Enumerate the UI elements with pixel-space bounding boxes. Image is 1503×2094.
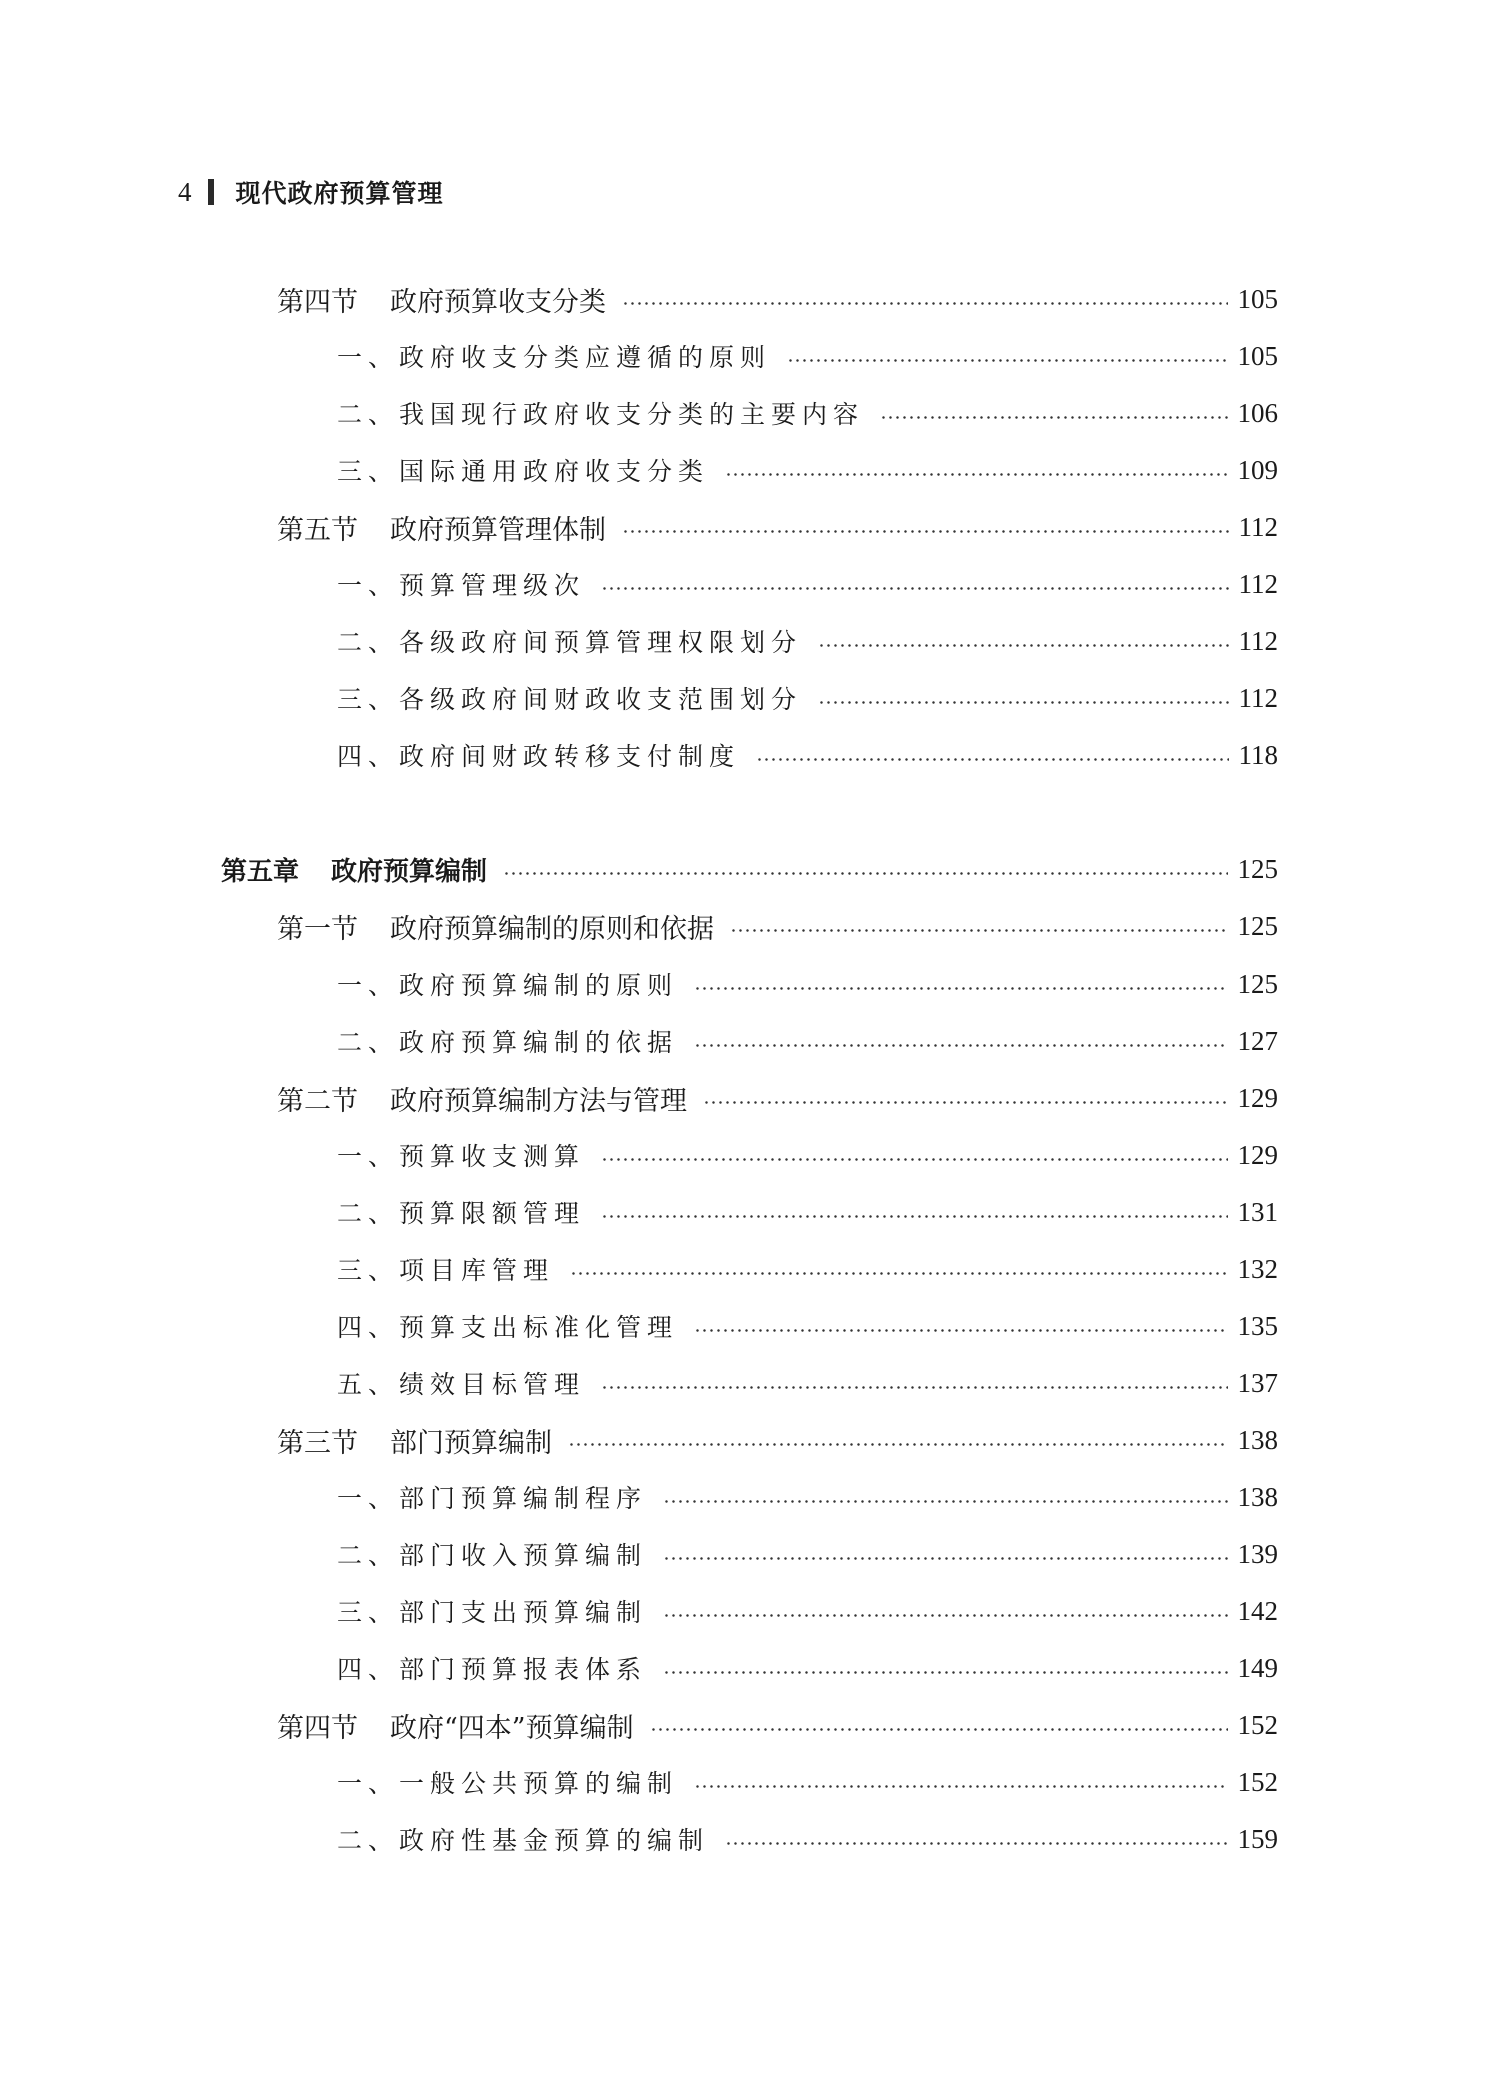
- toc-entry-number: 第四节: [277, 1712, 358, 1744]
- toc-entry-item[interactable]: [337, 1534, 1278, 1574]
- toc-entry-page-number: 105: [1237, 340, 1278, 371]
- toc-entry-title-text: 一、政府收支分类应遵循的原则: [337, 343, 772, 372]
- toc-entry-item[interactable]: [337, 1477, 1278, 1517]
- dot-leader: [601, 587, 1228, 590]
- toc-entry-title: [337, 1365, 585, 1401]
- dot-leader: [601, 1158, 1227, 1161]
- toc-entry-number: 第四节: [277, 286, 358, 318]
- toc-entry-item[interactable]: [337, 964, 1278, 1004]
- toc-entry-title-text: 政府预算编制的原则和依据: [390, 913, 714, 945]
- toc-entry-page-number: 142: [1237, 1595, 1278, 1626]
- toc-entry-page-number: 132: [1237, 1253, 1278, 1284]
- page-number: 4: [178, 176, 192, 207]
- dot-leader: [880, 416, 1227, 419]
- toc-entry-number: 第一节: [277, 913, 358, 945]
- toc-entry-number: 第五节: [277, 514, 358, 546]
- dot-leader: [663, 1557, 1227, 1560]
- toc-entry-title-text: 一、预算管理级次: [337, 571, 586, 600]
- toc-entry-title: [337, 1593, 647, 1629]
- header-divider-bar: [208, 179, 214, 205]
- toc-entry-section[interactable]: [277, 279, 1278, 319]
- toc-entry-item[interactable]: [337, 450, 1278, 490]
- dot-leader: [725, 473, 1227, 476]
- toc-entry-title-text: 二、预算限额管理: [337, 1199, 586, 1228]
- toc-entry-title-text: 二、我国现行政府收支分类的主要内容: [337, 400, 865, 429]
- toc-entry-section[interactable]: [277, 906, 1278, 946]
- toc-entry-item[interactable]: [337, 1135, 1278, 1175]
- dot-leader: [730, 929, 1228, 932]
- toc-entry-page-number: 152: [1237, 1766, 1278, 1797]
- toc-entry-item[interactable]: [337, 1648, 1278, 1688]
- running-header: [178, 175, 444, 209]
- toc-entry-title: [277, 508, 606, 547]
- toc-entry-section[interactable]: [277, 507, 1278, 547]
- toc-entry-title-text: 政府预算编制: [331, 856, 488, 887]
- toc-entry-title: [277, 1079, 687, 1118]
- toc-entry-section[interactable]: [277, 1420, 1278, 1460]
- toc-entry-number: 第三节: [277, 1427, 358, 1459]
- dot-leader: [818, 644, 1228, 647]
- toc-entry-page-number: 149: [1237, 1652, 1278, 1683]
- book-title: 现代政府预算管理: [235, 179, 444, 208]
- toc-entry-title-text: 政府预算编制方法与管理: [390, 1085, 687, 1117]
- dot-leader: [503, 872, 1227, 875]
- toc-entry-number: 第五章: [221, 856, 300, 887]
- toc-entry-title: [337, 1308, 678, 1344]
- toc-entry-item[interactable]: [337, 1363, 1278, 1403]
- toc-entry-title-text: 政府预算收支分类: [390, 286, 606, 318]
- toc-entry-item[interactable]: [337, 735, 1278, 775]
- toc-entry-page-number: 137: [1237, 1367, 1278, 1398]
- toc-entry-item[interactable]: [337, 1591, 1278, 1631]
- toc-entry-title-text: 政府预算管理体制: [390, 514, 606, 546]
- dot-leader: [694, 1785, 1227, 1788]
- dot-leader: [694, 1329, 1227, 1332]
- toc-entry-item[interactable]: [337, 1192, 1278, 1232]
- toc-entry-title: [337, 452, 709, 488]
- toc-entry-title-text: 五、绩效目标管理: [337, 1370, 586, 1399]
- toc-entry-item[interactable]: [337, 1762, 1278, 1802]
- toc-entry-title-text: 二、部门收入预算编制: [337, 1541, 648, 1570]
- dot-leader: [622, 302, 1228, 305]
- toc-entry-title: [337, 1536, 647, 1572]
- toc-entry-title: [337, 1650, 647, 1686]
- dot-leader: [663, 1500, 1227, 1503]
- dot-leader: [622, 530, 1229, 533]
- dot-leader: [725, 1842, 1227, 1845]
- toc-entry-chapter[interactable]: [221, 849, 1278, 889]
- toc-entry-title: [221, 851, 487, 888]
- toc-entry-item[interactable]: [337, 336, 1278, 376]
- toc-entry-item[interactable]: [337, 393, 1278, 433]
- toc-entry-page-number: 139: [1237, 1538, 1278, 1569]
- toc-entry-title: [337, 395, 864, 431]
- dot-leader: [756, 758, 1228, 761]
- toc-entry-page-number: 112: [1238, 511, 1278, 542]
- toc-entry-item[interactable]: [337, 1021, 1278, 1061]
- dot-leader: [601, 1386, 1227, 1389]
- toc-entry-page-number: 138: [1237, 1481, 1278, 1512]
- toc-entry-page-number: 105: [1237, 283, 1278, 314]
- toc-entry-title-text: 一、预算收支测算: [337, 1142, 586, 1171]
- toc-entry-page-number: 159: [1237, 1823, 1278, 1854]
- toc-entry-item[interactable]: [337, 564, 1278, 604]
- toc-entry-title-text: 三、国际通用政府收支分类: [337, 457, 710, 486]
- toc-entry-page-number: 112: [1238, 568, 1278, 599]
- toc-entry-item[interactable]: [337, 1249, 1278, 1289]
- toc-entry-title: [337, 623, 802, 659]
- toc-entry-title-text: 一、一般公共预算的编制: [337, 1769, 679, 1798]
- toc-entry-title-text: 三、项目库管理: [337, 1256, 555, 1285]
- dot-leader: [703, 1101, 1228, 1104]
- toc-entry-title: [337, 1821, 709, 1857]
- toc-entry-section[interactable]: [277, 1078, 1278, 1118]
- toc-entry-page-number: 135: [1237, 1310, 1278, 1341]
- dot-leader: [694, 987, 1227, 990]
- toc-entry-title: [277, 907, 714, 946]
- toc-entry-title-text: 一、部门预算编制程序: [337, 1484, 648, 1513]
- toc-entry-page-number: 112: [1238, 625, 1278, 656]
- toc-entry-item[interactable]: [337, 621, 1278, 661]
- toc-entry-title: [337, 1251, 554, 1287]
- toc-entry-page-number: 106: [1237, 397, 1278, 428]
- toc-entry-page-number: 127: [1237, 1025, 1278, 1056]
- toc-entry-page-number: 152: [1237, 1709, 1278, 1740]
- toc-entry-item[interactable]: [337, 1306, 1278, 1346]
- dot-leader: [568, 1443, 1228, 1446]
- toc-entry-section[interactable]: [277, 1705, 1278, 1745]
- toc-entry-title-text: 一、政府预算编制的原则: [337, 971, 679, 1000]
- toc-entry-title-text: 二、政府预算编制的依据: [337, 1028, 679, 1057]
- toc-entry-title: [337, 338, 771, 374]
- toc-entry-title: [277, 1706, 634, 1745]
- toc-entry-title: [337, 680, 802, 716]
- toc-entry-title-text: 政府“四本”预算编制: [390, 1712, 634, 1744]
- toc-entry-title-text: 四、部门预算报表体系: [337, 1655, 648, 1684]
- toc-entry-item[interactable]: [337, 678, 1278, 718]
- toc-entry-title-text: 二、各级政府间预算管理权限划分: [337, 628, 803, 657]
- dot-leader: [570, 1272, 1227, 1275]
- toc-entry-title: [337, 1023, 678, 1059]
- toc-entry-page-number: 131: [1237, 1196, 1278, 1227]
- toc-entry-title-text: 二、政府性基金预算的编制: [337, 1826, 710, 1855]
- toc-entry-title: [337, 1764, 678, 1800]
- toc-entry-title-text: 四、政府间财政转移支付制度: [337, 742, 741, 771]
- toc-entry-title: [337, 1194, 585, 1230]
- dot-leader: [787, 359, 1227, 362]
- toc-entry-page-number: 118: [1238, 739, 1278, 770]
- toc-entry-page-number: 125: [1237, 853, 1278, 884]
- toc-entry-page-number: 125: [1237, 968, 1278, 999]
- toc-entry-title-text: 部门预算编制: [390, 1427, 552, 1459]
- toc-entry-page-number: 125: [1237, 910, 1278, 941]
- toc-entry-title: [337, 566, 585, 602]
- toc-entry-page-number: 109: [1237, 454, 1278, 485]
- toc-entry-title: [337, 737, 740, 773]
- dot-leader: [663, 1614, 1227, 1617]
- toc-entry-title: [277, 280, 606, 319]
- toc-entry-page-number: 129: [1237, 1139, 1278, 1170]
- toc-entry-title: [277, 1421, 552, 1460]
- toc-entry-title: [337, 1479, 647, 1515]
- toc-entry-page-number: 129: [1237, 1082, 1278, 1113]
- toc-entry-number: 第二节: [277, 1085, 358, 1117]
- toc-entry-page-number: 112: [1238, 682, 1278, 713]
- toc-entry-title-text: 三、各级政府间财政收支范围划分: [337, 685, 803, 714]
- toc-entry-title: [337, 966, 678, 1002]
- toc-entry-title: [337, 1137, 585, 1173]
- dot-leader: [694, 1044, 1227, 1047]
- dot-leader: [663, 1671, 1227, 1674]
- toc-entry-page-number: 138: [1237, 1424, 1278, 1455]
- dot-leader: [818, 701, 1228, 704]
- dot-leader: [601, 1215, 1227, 1218]
- toc-entry-item[interactable]: [337, 1819, 1278, 1859]
- toc-entry-title-text: 三、部门支出预算编制: [337, 1598, 648, 1627]
- dot-leader: [650, 1728, 1228, 1731]
- toc-entry-title-text: 四、预算支出标准化管理: [337, 1313, 679, 1342]
